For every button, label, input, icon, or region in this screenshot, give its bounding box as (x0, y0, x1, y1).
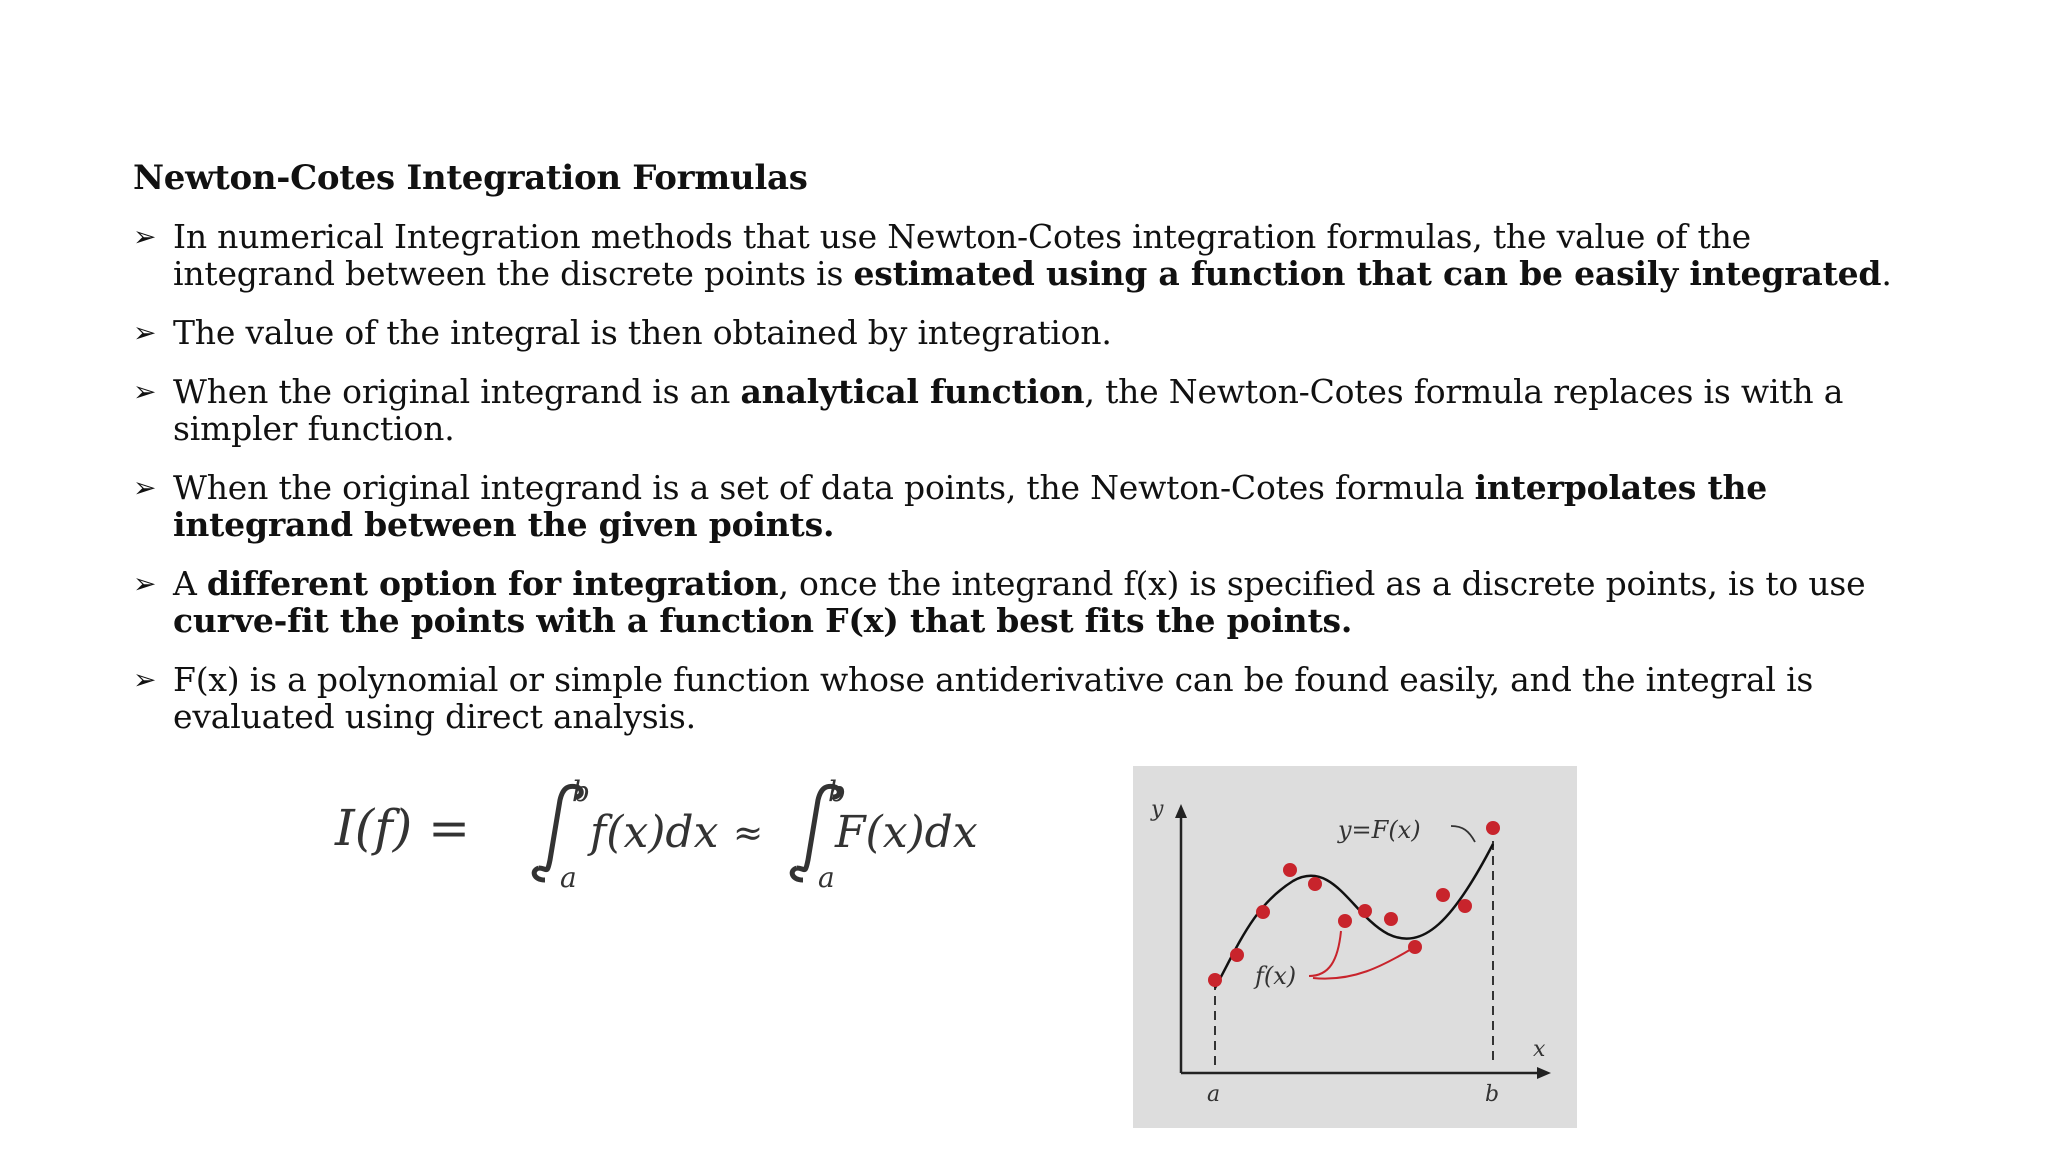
data-point (1208, 973, 1222, 987)
data-point (1458, 899, 1472, 913)
bullet-arrow-icon: ➢ (133, 567, 157, 600)
bullet-text: , the Newton-Cotes formula replaces is with a simpler function. (173, 372, 1844, 448)
data-point (1308, 877, 1322, 891)
y-axis-label: y (1151, 797, 1164, 822)
data-point (1436, 888, 1450, 902)
integrand-F: F(x)dx (835, 807, 978, 858)
curve-fit-figure (1133, 766, 1577, 1128)
data-point (1358, 904, 1372, 918)
bullet-list (133, 218, 1893, 757)
bullet-arrow-icon: ➢ (133, 316, 157, 349)
bullet-text: When the original integrand is an (173, 372, 741, 411)
a-label: a (1207, 1082, 1221, 1107)
b-label: b (1485, 1082, 1500, 1107)
data-point (1408, 940, 1422, 954)
bullet-arrow-icon: ➢ (133, 471, 157, 504)
figure-svg (1133, 766, 1577, 1128)
data-point (1338, 914, 1352, 928)
formula-svg (325, 775, 1015, 905)
data-point (1283, 863, 1297, 877)
bullet-item (133, 373, 1893, 447)
data-point (1486, 821, 1500, 835)
bullet-item (133, 661, 1893, 735)
points-leader-1 (1309, 931, 1341, 976)
bullet-bold-text: analytical function (740, 372, 1085, 411)
data-point (1256, 905, 1270, 919)
lower-limit-2: a (818, 861, 835, 894)
bullet-text: The value of the integral is then obtained by integration. (173, 313, 1112, 352)
bullet-arrow-icon: ➢ (133, 375, 157, 408)
approx-sign: ≈ (733, 813, 764, 854)
curve-label-leader (1451, 826, 1475, 842)
formula-lhs: I(f) = (335, 799, 471, 857)
bullet-bold-text: curve-fit the points with a function F(x) that best fits the points. (173, 601, 1353, 640)
bullet-text: A (173, 564, 207, 603)
bullet-arrow-icon: ➢ (133, 220, 157, 253)
points-label: f(x) (1255, 962, 1297, 990)
bullet-item (133, 469, 1893, 543)
integrand-f: f(x)dx (590, 807, 719, 858)
bullet-text: When the original integrand is a set of data points, the Newton-Cotes formula (173, 468, 1475, 507)
data-point (1230, 948, 1244, 962)
x-axis-label: x (1533, 1037, 1546, 1062)
upper-limit-2: b (828, 775, 846, 808)
bullet-arrow-icon: ➢ (133, 663, 157, 696)
bullet-item (133, 314, 1893, 351)
points-leader-2 (1313, 948, 1413, 979)
data-point (1384, 912, 1398, 926)
bullet-text: , once the integrand f(x) is specified as a discrete points, is to use (778, 564, 1866, 603)
bullet-bold-text: estimated using a function that can be easily integrated (853, 254, 1882, 293)
slide-title: Newton-Cotes Integration Formulas (133, 158, 808, 198)
bullet-item (133, 565, 1893, 639)
lower-limit-1: a (560, 861, 577, 894)
y-axis-arrow (1175, 804, 1187, 818)
bullet-bold-text: interpolates the integrand between the given points. (173, 468, 1768, 544)
x-axis-arrow (1537, 1067, 1551, 1079)
curve-label: y=F(x) (1338, 816, 1421, 844)
bullet-item (133, 218, 1893, 292)
bullet-text: F(x) is a polynomial or simple function whose antiderivative can be found easily, and the integral is evaluated using direct analysis. (173, 660, 1814, 736)
integral-formula (325, 775, 1015, 905)
bullet-bold-text: different option for integration (206, 564, 779, 603)
bullet-text: In numerical Integration methods that use Newton-Cotes integration formulas, the value of the integrand between the discrete points is (173, 217, 1751, 293)
bullet-text: . (1881, 254, 1892, 293)
upper-limit-1: b (572, 775, 590, 808)
